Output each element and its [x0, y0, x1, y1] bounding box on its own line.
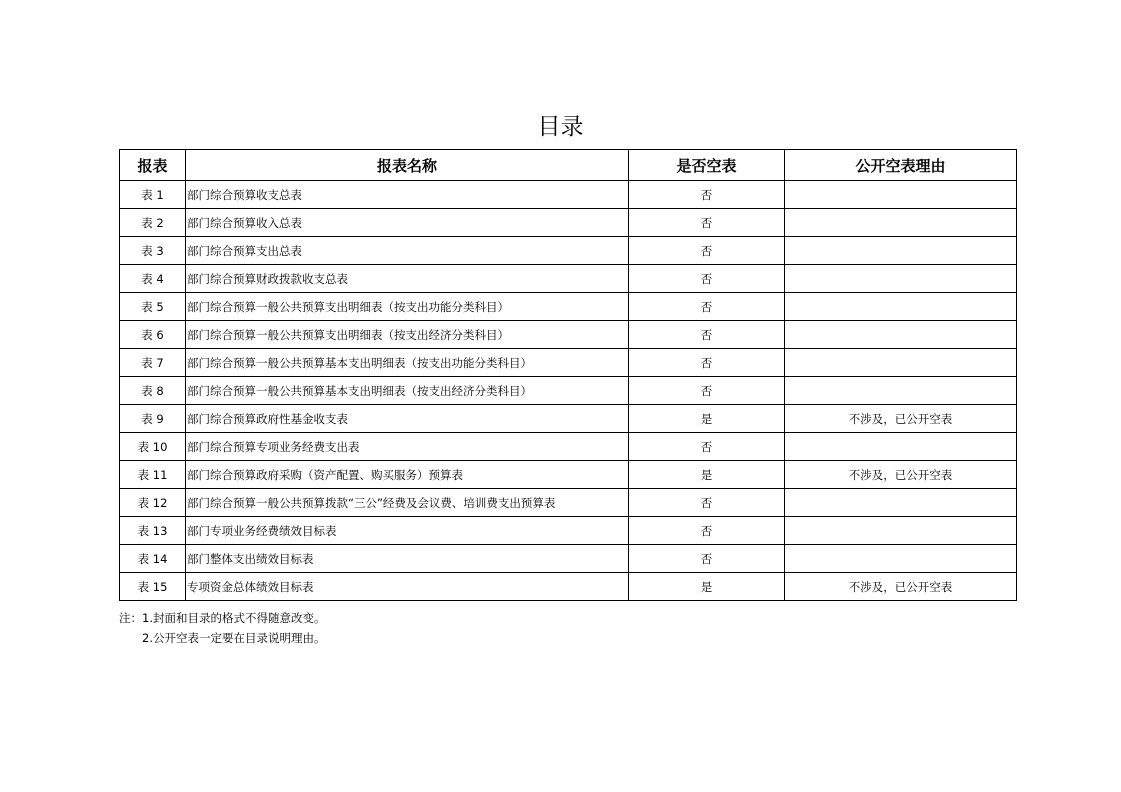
cell-report-id: 表 6: [120, 321, 186, 349]
cell-reason: [785, 489, 1017, 517]
cell-report-id: 表 15: [120, 573, 186, 601]
cell-is-empty: 否: [629, 377, 785, 405]
cell-report-id: 表 11: [120, 461, 186, 489]
cell-report-id: 表 13: [120, 517, 186, 545]
table-row: [120, 293, 1017, 321]
cell-report-name: 部门综合预算财政拨款收支总表: [186, 265, 629, 293]
note-line-2: 2.公开空表一定要在目录说明理由。: [142, 631, 326, 645]
cell-is-empty: 否: [629, 545, 785, 573]
cell-reason: 不涉及，已公开空表: [785, 573, 1017, 601]
cell-is-empty: 否: [629, 265, 785, 293]
table-row: [120, 377, 1017, 405]
cell-is-empty: 否: [629, 321, 785, 349]
table-row: [120, 489, 1017, 517]
table-header-row: [120, 150, 1017, 181]
cell-is-empty: 是: [629, 405, 785, 433]
cell-is-empty: 否: [629, 433, 785, 461]
header-is-empty: 是否空表: [629, 150, 785, 181]
table-row: [120, 181, 1017, 209]
table-row: [120, 545, 1017, 573]
cell-report-name: 部门综合预算政府采购（资产配置、购买服务）预算表: [186, 461, 629, 489]
cell-reason: [785, 545, 1017, 573]
cell-reason: [785, 321, 1017, 349]
cell-reason: [785, 265, 1017, 293]
cell-reason: [785, 517, 1017, 545]
cell-report-name: 专项资金总体绩效目标表: [186, 573, 629, 601]
table-row: [120, 209, 1017, 237]
cell-report-name: 部门综合预算一般公共预算基本支出明细表（按支出功能分类科目）: [186, 349, 629, 377]
cell-report-name: 部门综合预算收入总表: [186, 209, 629, 237]
cell-is-empty: 否: [629, 181, 785, 209]
cell-report-id: 表 5: [120, 293, 186, 321]
cell-reason: [785, 237, 1017, 265]
cell-is-empty: 否: [629, 237, 785, 265]
cell-reason: 不涉及，已公开空表: [785, 461, 1017, 489]
table-row: [120, 433, 1017, 461]
table-row: [120, 349, 1017, 377]
cell-report-id: 表 12: [120, 489, 186, 517]
cell-reason: [785, 349, 1017, 377]
catalog-table: [119, 149, 1017, 601]
cell-is-empty: 否: [629, 489, 785, 517]
cell-report-id: 表 14: [120, 545, 186, 573]
cell-is-empty: 是: [629, 573, 785, 601]
note-line-1: 注：1.封面和目录的格式不得随意改变。: [119, 611, 326, 625]
cell-report-name: 部门综合预算收支总表: [186, 181, 629, 209]
cell-report-name: 部门整体支出绩效目标表: [186, 545, 629, 573]
cell-reason: 不涉及，已公开空表: [785, 405, 1017, 433]
cell-report-id: 表 3: [120, 237, 186, 265]
cell-report-id: 表 2: [120, 209, 186, 237]
cell-report-name: 部门综合预算一般公共预算拨款“三公”经费及会议费、培训费支出预算表: [186, 489, 629, 517]
cell-reason: [785, 209, 1017, 237]
cell-is-empty: 否: [629, 349, 785, 377]
cell-report-id: 表 10: [120, 433, 186, 461]
notes: [119, 608, 325, 648]
table-row: [120, 517, 1017, 545]
table-row: [120, 405, 1017, 433]
header-id: 报表: [120, 150, 186, 181]
cell-report-id: 表 7: [120, 349, 186, 377]
header-name: 报表名称: [186, 150, 629, 181]
cell-report-name: 部门综合预算政府性基金收支表: [186, 405, 629, 433]
table-row: [120, 237, 1017, 265]
cell-report-id: 表 8: [120, 377, 186, 405]
cell-is-empty: 是: [629, 461, 785, 489]
cell-is-empty: 否: [629, 293, 785, 321]
cell-reason: [785, 293, 1017, 321]
cell-report-id: 表 4: [120, 265, 186, 293]
header-reason: 公开空表理由: [785, 150, 1017, 181]
cell-report-name: 部门综合预算支出总表: [186, 237, 629, 265]
cell-report-name: 部门专项业务经费绩效目标表: [186, 517, 629, 545]
table-row: [120, 321, 1017, 349]
page-title: 目录: [537, 114, 584, 140]
cell-reason: [785, 377, 1017, 405]
table-row: [120, 265, 1017, 293]
cell-report-id: 表 1: [120, 181, 186, 209]
cell-is-empty: 否: [629, 517, 785, 545]
cell-report-name: 部门综合预算一般公共预算支出明细表（按支出功能分类科目）: [186, 293, 629, 321]
cell-report-name: 部门综合预算专项业务经费支出表: [186, 433, 629, 461]
cell-reason: [785, 181, 1017, 209]
cell-report-name: 部门综合预算一般公共预算基本支出明细表（按支出经济分类科目）: [186, 377, 629, 405]
table-row: [120, 461, 1017, 489]
cell-is-empty: 否: [629, 209, 785, 237]
cell-report-id: 表 9: [120, 405, 186, 433]
cell-reason: [785, 433, 1017, 461]
cell-report-name: 部门综合预算一般公共预算支出明细表（按支出经济分类科目）: [186, 321, 629, 349]
table-row: [120, 573, 1017, 601]
